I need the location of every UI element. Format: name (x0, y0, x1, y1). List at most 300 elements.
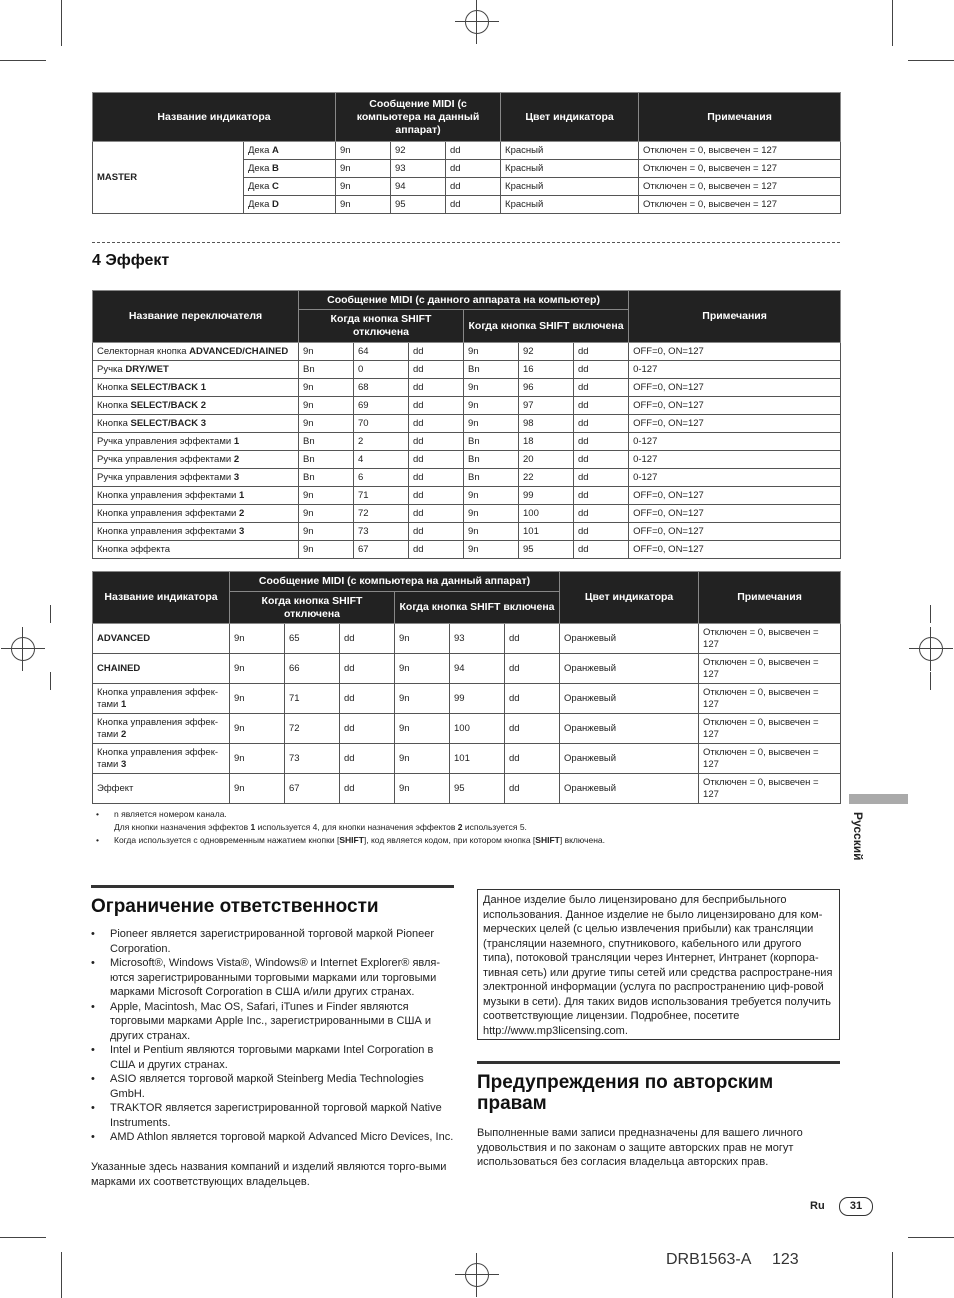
deck-letter: D (272, 198, 279, 210)
row-name-bold: ADVANCED/CHAINED (189, 345, 289, 357)
table-cell: 9n (336, 178, 391, 196)
table-row (93, 684, 841, 714)
table-cell: dd (409, 523, 464, 541)
table-footnotes (92, 808, 832, 847)
header-midi-message: Сообщение MIDI (с данного аппарата на компьютер) (299, 291, 629, 310)
table-cell: 9n (464, 487, 519, 505)
table-cell: 94 (450, 654, 505, 684)
footnote-text: используется 4, для кнопки назначения эффектов (255, 822, 458, 832)
row-name-bold: 2 (238, 507, 245, 519)
table-cell: 94 (391, 178, 446, 196)
table-cell: 9n (464, 415, 519, 433)
table-row (93, 361, 841, 379)
table-row (93, 654, 841, 684)
deck-cell (244, 196, 336, 214)
table-cell: dd (340, 684, 395, 714)
header-indicator-color: Цвет индикатора (560, 572, 699, 624)
table-cell: 9n (299, 343, 354, 361)
header-shift-on: Когда кнопка SHIFT включена (395, 592, 560, 624)
table-cell: dd (340, 654, 395, 684)
registration-mark (465, 10, 489, 34)
table-cell: 0-127 (629, 433, 841, 451)
table-cell: dd (409, 343, 464, 361)
table-cell: dd (340, 744, 395, 774)
table-cell: OFF=0, ON=127 (629, 541, 841, 559)
deck-label: Дека (248, 198, 273, 210)
table-cell: Оранжевый (560, 624, 699, 654)
row-name: Кнопка управления эффектами (97, 525, 239, 537)
table-cell: Bn (464, 469, 519, 487)
table-row (93, 469, 841, 487)
table-cell: OFF=0, ON=127 (629, 487, 841, 505)
table-row (93, 451, 841, 469)
table-cell: Оранжевый (560, 684, 699, 714)
table-cell: Красный (501, 178, 639, 196)
table-cell: Bn (464, 451, 519, 469)
footnote-text: n является номером канала. (114, 809, 227, 819)
table-cell: Отключен = 0, высвечен = 127 (639, 196, 841, 214)
table-cell: 0 (354, 361, 409, 379)
crop-mark (930, 605, 931, 623)
master-indicator-table (92, 92, 841, 214)
table-cell: 72 (285, 714, 340, 744)
row-name-cell (93, 523, 299, 541)
table-cell: 9n (395, 774, 450, 804)
header-shift-off: Когда кнопка SHIFT отключена (299, 310, 464, 343)
table-cell: OFF=0, ON=127 (629, 343, 841, 361)
row-name-cell (93, 379, 299, 397)
table-cell: Отключен = 0, высвечен = 127 (639, 142, 841, 160)
trademark-list (91, 927, 454, 1145)
table-cell: dd (340, 774, 395, 804)
row-name-cell (93, 469, 299, 487)
table-cell: 9n (230, 684, 285, 714)
table-cell: 98 (519, 415, 574, 433)
table-cell: 65 (285, 624, 340, 654)
deck-label: Дека (248, 162, 273, 174)
row-name-bold: 1 (238, 489, 245, 501)
row-name-cell (93, 684, 230, 714)
footnote-text: Для кнопки назначения эффектов (114, 822, 251, 832)
table-cell: Оранжевый (560, 714, 699, 744)
table-cell: dd (409, 505, 464, 523)
deck-label: Дека (248, 180, 273, 192)
row-name: Кнопка управления эффектами (97, 507, 239, 519)
table-cell: 101 (450, 744, 505, 774)
table-cell: 9n (299, 397, 354, 415)
header-notes: Примечания (699, 572, 841, 624)
table-cell: OFF=0, ON=127 (629, 379, 841, 397)
group-cell: MASTER (93, 142, 244, 214)
crop-mark (50, 605, 51, 623)
table-cell: Bn (299, 433, 354, 451)
table-cell: Отключен = 0, высвечен = 127 (639, 178, 841, 196)
table-cell: 68 (354, 379, 409, 397)
doc-code: DRB1563-A (666, 1251, 752, 1268)
doc-page: 123 (772, 1251, 799, 1268)
table-cell: 93 (450, 624, 505, 654)
table-cell: 9n (230, 714, 285, 744)
table-cell: 9n (395, 744, 450, 774)
row-name-cell (93, 505, 299, 523)
table-row (93, 343, 841, 361)
table-cell: 9n (299, 523, 354, 541)
effect-heading: 4 Эффект (92, 252, 170, 269)
row-name-cell (93, 654, 230, 684)
table-row (93, 744, 841, 774)
table-cell: dd (574, 469, 629, 487)
table-cell: 0-127 (629, 361, 841, 379)
trademark-item: • Pioneer является зарегистрированной торговой маркой Pioneer Corporation. (91, 927, 454, 956)
table-cell: dd (446, 178, 501, 196)
footnote-text: Когда используется с одновременным нажатием кнопки [ (114, 835, 340, 845)
row-name-cell (93, 487, 299, 505)
table-cell: 22 (519, 469, 574, 487)
row-name-cell (93, 415, 299, 433)
table-cell: 9n (230, 774, 285, 804)
table-cell: 9n (464, 379, 519, 397)
header-switch-name: Название переключателя (93, 291, 299, 343)
trademark-closing: Указанные здесь названия компаний и изделий являются торго-выми марками их соответствующих владельцев. (91, 1161, 447, 1188)
crop-mark (50, 672, 51, 690)
table-cell: Отключен = 0, высвечен = 127 (699, 744, 841, 774)
table-cell: 67 (285, 774, 340, 804)
table-cell: 96 (519, 379, 574, 397)
table-cell: 6 (354, 469, 409, 487)
table-cell: 9n (336, 142, 391, 160)
footnote-text: ], код является кодом, при котором кнопка [ (363, 835, 536, 845)
deck-cell (244, 178, 336, 196)
table-cell: dd (574, 343, 629, 361)
row-name: Кнопка управления эффектами (97, 489, 239, 501)
table-cell: dd (409, 415, 464, 433)
table-cell: Bn (464, 361, 519, 379)
table-row (93, 523, 841, 541)
table-cell: 9n (230, 744, 285, 774)
footnote-text: используется 5. (462, 822, 527, 832)
table-cell: 99 (519, 487, 574, 505)
table-row (93, 415, 841, 433)
table-cell: 92 (391, 142, 446, 160)
table-cell: dd (505, 774, 560, 804)
table-cell: dd (446, 142, 501, 160)
deck-letter: A (272, 144, 279, 156)
table-cell: dd (574, 433, 629, 451)
deck-label: Дека (248, 144, 273, 156)
header-notes: Примечания (629, 291, 841, 343)
table-cell: dd (409, 397, 464, 415)
crop-mark (892, 1252, 893, 1298)
table-cell: Отключен = 0, высвечен = 127 (639, 160, 841, 178)
row-name-bold: SELECT/BACK 2 (130, 399, 206, 411)
crop-mark (0, 60, 46, 61)
table-cell: 0-127 (629, 451, 841, 469)
table-cell: 9n (299, 541, 354, 559)
table-cell: Bn (299, 469, 354, 487)
table-cell: 16 (519, 361, 574, 379)
row-name-cell (93, 774, 230, 804)
row-name: Ручка управления эффектами (97, 471, 234, 483)
table-cell: 9n (395, 624, 450, 654)
table-row (93, 142, 841, 160)
table-cell: dd (409, 469, 464, 487)
page-number: 31 (839, 1197, 873, 1216)
table-cell: Оранжевый (560, 654, 699, 684)
row-name-bold: DRY/WET (125, 363, 169, 375)
footnote-bold: SHIFT (339, 835, 364, 845)
table-cell: dd (505, 684, 560, 714)
table-cell: 9n (395, 714, 450, 744)
language-tab (849, 794, 908, 804)
table-cell: 73 (354, 523, 409, 541)
table-cell: dd (574, 451, 629, 469)
table-cell: 100 (450, 714, 505, 744)
row-name: Кнопка управления эффек-тами (97, 746, 219, 770)
row-name-cell (93, 343, 299, 361)
row-name-bold: 3 (238, 525, 245, 537)
trademark-item: • AMD Athlon является торговой маркой Advanced Micro Devices, Inc. (91, 1130, 454, 1145)
table-cell: 20 (519, 451, 574, 469)
footnote-text: ] включена. (559, 835, 605, 845)
table-cell: 64 (354, 343, 409, 361)
table-cell: 4 (354, 451, 409, 469)
crop-mark (892, 0, 893, 46)
table-cell: dd (574, 505, 629, 523)
crop-mark (61, 1252, 62, 1298)
trademark-item: • Apple, Macintosh, Mac OS, Safari, iTunes и Finder являются торговыми марками Apple Inc., зарегистрированными в США и других странах. (91, 1000, 454, 1044)
table-row (93, 541, 841, 559)
effect-switch-table (92, 290, 841, 559)
table-cell: dd (505, 624, 560, 654)
trademark-item: • TRAKTOR является зарегистрированной торговой маркой Native Instruments. (91, 1101, 454, 1130)
row-name-bold: SELECT/BACK 1 (130, 381, 206, 393)
table-cell: 9n (464, 505, 519, 523)
table-cell: 9n (464, 541, 519, 559)
copyright-title: Предупреждения по авторским правам (477, 1072, 774, 1114)
table-cell: 69 (354, 397, 409, 415)
table-cell: dd (409, 361, 464, 379)
row-name-bold: CHAINED (97, 662, 141, 674)
row-name: Кнопка (97, 399, 131, 411)
table-cell: dd (409, 433, 464, 451)
table-cell: dd (574, 487, 629, 505)
row-name-bold: 1 (233, 435, 240, 447)
disclaimer-title: Ограничение ответственности (91, 896, 379, 917)
table-cell: 66 (285, 654, 340, 684)
row-name: Кнопка (97, 381, 131, 393)
row-name-cell (93, 361, 299, 379)
crop-mark (930, 672, 931, 690)
table-cell: dd (409, 451, 464, 469)
row-name: Кнопка управления эффек-тами (97, 686, 219, 710)
row-name-bold: 2 (233, 453, 240, 465)
deck-letter: B (272, 162, 279, 174)
row-name-cell (93, 397, 299, 415)
table-cell: Bn (299, 451, 354, 469)
footnote (92, 808, 832, 834)
table-cell: dd (574, 397, 629, 415)
row-name-bold: SELECT/BACK 3 (130, 417, 206, 429)
table-cell: Bn (299, 361, 354, 379)
trademark-item: • Intel и Pentium являются торговыми марками Intel Corporation в США и других странах. (91, 1043, 454, 1072)
section-separator (92, 242, 840, 243)
table-cell: dd (409, 487, 464, 505)
table-cell: 9n (395, 684, 450, 714)
license-box: Данное изделие было лицензировано для бесприбыльного использования. Данное изделие не было лицензировано для ком-мерческих целей (с целью извлечения прибыли) как трансляции (трансляции наземного, спутникового, кабельного или другого типа), потоковой трансляции через Интернет, Интранет (корпора-тивная сеть) или другие типы сетей или средства распростране-ния электронной информации (услуга по распространению циф-ровой музыки в сети). Для таких видов использования требуется получить соответствующие лицензии. Подробнее, посетите http://www.mp3licensing.com. (477, 889, 840, 1040)
table-cell: dd (574, 523, 629, 541)
row-name-cell (93, 451, 299, 469)
table-cell: 9n (299, 505, 354, 523)
copyright-text: Выполненные вами записи предназначены для вашего личного удовольствия и по законам о защите авторских прав не могут использоваться без согласия владельца авторских прав. (477, 1127, 803, 1168)
table-cell: dd (505, 714, 560, 744)
row-name-bold: 2 (121, 728, 127, 740)
table-cell: 9n (464, 523, 519, 541)
table-row (93, 505, 841, 523)
table-cell: 9n (299, 379, 354, 397)
table-cell: 9n (299, 487, 354, 505)
table-cell: 95 (391, 196, 446, 214)
table-cell: 67 (354, 541, 409, 559)
table-cell: 71 (354, 487, 409, 505)
trademark-item: • ASIO является торговой маркой Steinberg Media Technologies GmbH. (91, 1072, 454, 1101)
table-cell: Отключен = 0, высвечен = 127 (699, 624, 841, 654)
footnote (92, 834, 832, 847)
table-cell: Bn (464, 433, 519, 451)
table-cell: dd (409, 541, 464, 559)
table-row (93, 433, 841, 451)
table-row (93, 397, 841, 415)
header-indicator-name: Название индикатора (93, 93, 336, 142)
registration-mark (919, 637, 943, 661)
crop-mark (908, 60, 954, 61)
table-cell: dd (340, 714, 395, 744)
table-cell: dd (505, 654, 560, 684)
table-cell: 9n (336, 160, 391, 178)
section-rule (477, 1061, 840, 1064)
row-name-cell (93, 624, 230, 654)
table-cell: Красный (501, 160, 639, 178)
table-cell: 9n (299, 415, 354, 433)
table-cell: 9n (395, 654, 450, 684)
footnote-bold: 2 (457, 822, 463, 832)
table-cell: 9n (230, 654, 285, 684)
table-cell: 97 (519, 397, 574, 415)
table-cell: Отключен = 0, высвечен = 127 (699, 684, 841, 714)
row-name-bold: 3 (121, 758, 127, 770)
table-cell: 93 (391, 160, 446, 178)
deck-cell (244, 142, 336, 160)
row-name: Ручка управления эффектами (97, 435, 234, 447)
table-cell: 99 (450, 684, 505, 714)
header-shift-off: Когда кнопка SHIFT отключена (230, 592, 395, 624)
table-cell: Красный (501, 142, 639, 160)
table-cell: dd (574, 415, 629, 433)
footnote-bold: 1 (250, 822, 256, 832)
table-cell: dd (574, 379, 629, 397)
table-row (93, 487, 841, 505)
table-cell: 2 (354, 433, 409, 451)
table-cell: dd (574, 541, 629, 559)
row-name-bold: 1 (121, 698, 127, 710)
table-cell: OFF=0, ON=127 (629, 505, 841, 523)
table-cell: Отключен = 0, высвечен = 127 (699, 654, 841, 684)
table-cell: 101 (519, 523, 574, 541)
table-cell: Красный (501, 196, 639, 214)
footnote-bold: SHIFT (535, 835, 560, 845)
table-cell: dd (446, 196, 501, 214)
table-cell: 0-127 (629, 469, 841, 487)
table-cell: dd (574, 361, 629, 379)
header-shift-on: Когда кнопка SHIFT включена (464, 310, 629, 343)
crop-mark (908, 1237, 954, 1238)
trademark-item: • Microsoft®, Windows Vista®, Windows® и Internet Explorer® явля-ются зарегистрированными торговыми марками или торговыми марками Microsoft Corporation в США и/или других странах. (91, 956, 454, 1000)
table-cell: dd (409, 379, 464, 397)
section-rule (91, 885, 454, 888)
row-name: Ручка управления эффектами (97, 453, 234, 465)
header-midi-message: Сообщение MIDI (с компьютера на данный аппарат) (336, 93, 501, 142)
table-cell: OFF=0, ON=127 (629, 397, 841, 415)
table-cell: 100 (519, 505, 574, 523)
table-cell: 9n (464, 397, 519, 415)
table-cell: Оранжевый (560, 744, 699, 774)
table-cell: 9n (464, 343, 519, 361)
table-cell: OFF=0, ON=127 (629, 415, 841, 433)
table-cell: dd (446, 160, 501, 178)
registration-mark (465, 1263, 489, 1287)
table-cell: 9n (230, 624, 285, 654)
table-cell: 71 (285, 684, 340, 714)
table-cell: 92 (519, 343, 574, 361)
row-name: Селекторная кнопка (97, 345, 190, 357)
row-name-cell (93, 541, 299, 559)
row-name: Эффект (97, 782, 134, 794)
table-row (93, 714, 841, 744)
row-name-bold: 3 (233, 471, 240, 483)
header-notes: Примечания (639, 93, 841, 142)
row-name-bold: ADVANCED (97, 632, 151, 644)
table-cell: Оранжевый (560, 774, 699, 804)
table-cell: 95 (519, 541, 574, 559)
table-cell: 73 (285, 744, 340, 774)
row-name: Кнопка (97, 417, 131, 429)
row-name: Кнопка эффекта (97, 543, 171, 555)
header-indicator-color: Цвет индикатора (501, 93, 639, 142)
table-cell: 95 (450, 774, 505, 804)
registration-mark (11, 637, 35, 661)
row-name: Кнопка управления эффек-тами (97, 716, 219, 740)
table-cell: Отключен = 0, высвечен = 127 (699, 714, 841, 744)
table-cell: 18 (519, 433, 574, 451)
crop-mark (61, 0, 62, 46)
table-row (93, 379, 841, 397)
row-name-cell (93, 744, 230, 774)
table-cell: Отключен = 0, высвечен = 127 (699, 774, 841, 804)
row-name-cell (93, 433, 299, 451)
language-tab-label: Русский (851, 812, 865, 861)
header-indicator-name: Название индикатора (93, 572, 230, 624)
table-cell: 9n (336, 196, 391, 214)
header-midi-message: Сообщение MIDI (с компьютера на данный аппарат) (230, 572, 560, 592)
footer-lang: Ru (810, 1200, 825, 1212)
table-cell: 70 (354, 415, 409, 433)
deck-cell (244, 160, 336, 178)
crop-mark (0, 1237, 46, 1238)
table-cell: dd (505, 744, 560, 774)
table-cell: dd (340, 624, 395, 654)
table-row (93, 774, 841, 804)
table-row (93, 624, 841, 654)
table-cell: 72 (354, 505, 409, 523)
